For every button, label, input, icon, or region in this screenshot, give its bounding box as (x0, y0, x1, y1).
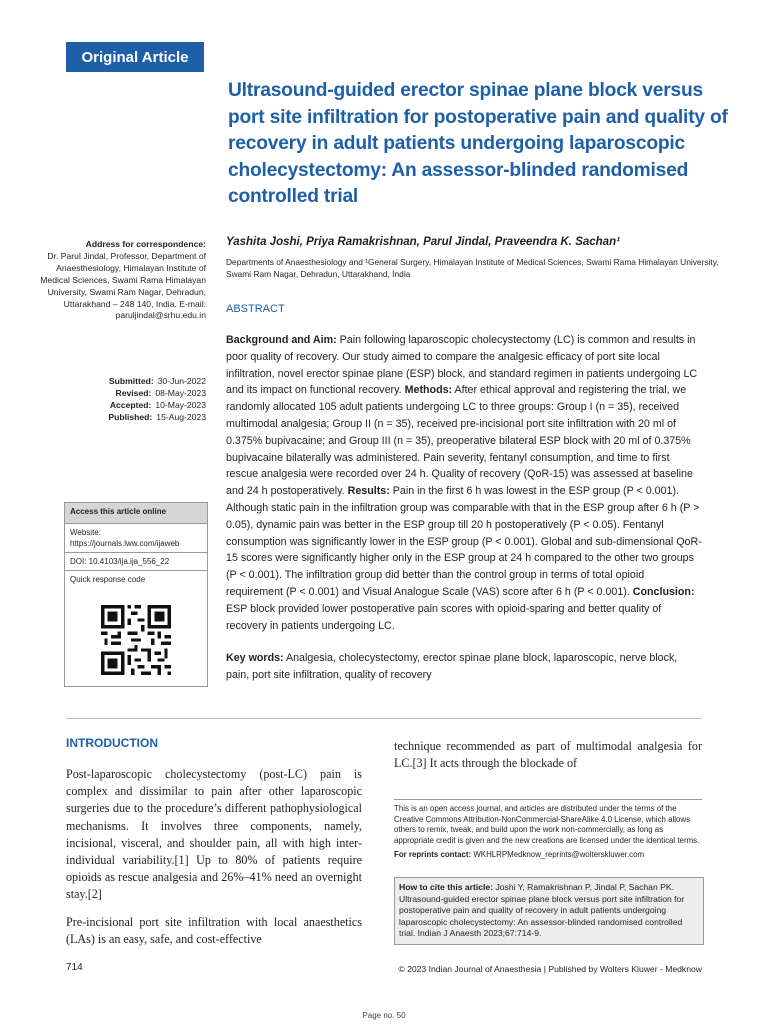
article-title: Ultrasound-guided erector spinae plane block versus port site infiltration for postoperative pain and quality of recovery in adult patients undergoing laparoscopic cholecystectomy: An assessor-blinded randomised controlled trial (228, 80, 728, 207)
qr-label: Quick response code (70, 575, 146, 584)
author-list: Yashita Joshi, Priya Ramakrishnan, Parul Jindal, Praveendra K. Sachan¹ (226, 236, 620, 248)
methods-label: Methods: (404, 384, 453, 397)
reprints-label: For reprints contact: (394, 850, 472, 859)
doi-link[interactable]: DOI: 10.4103/ija.ija_556_22 (65, 553, 207, 571)
date-value: 15-Aug-2023 (156, 411, 206, 422)
date-row (40, 388, 206, 400)
journal-footer: © 2023 Indian Journal of Anaesthesia | Published by Wolters Kluwer - Medknow (398, 964, 702, 974)
cite-label: How to cite this article: (399, 882, 494, 892)
introduction-heading: INTRODUCTION (66, 736, 158, 750)
correspondence-text: Dr. Parul Jindal, Professor, Department of Anaesthesiology, Himalayan Institute of Medical Sciences, Swami Rama Himalayan University, Swami Ram Nagar, Dehradun, Uttarakhand – 248 140, India. E-mail: paruljindal@srhu.edu.in (40, 250, 206, 321)
date-row (40, 400, 206, 412)
website-link[interactable]: Website: https://journals.lww.com/ijaweb (65, 524, 207, 553)
date-key: Accepted: (109, 399, 152, 410)
date-value: 08-May-2023 (155, 387, 206, 398)
license-note: This is an open access journal, and articles are distributed under the terms of the Creative Commons Attribution-NonCommercial-ShareAlike 4.0 License, which allows others to remix, tweak, and build upon the work non-commercially, as long as appropriate credit is given and the new creations are licensed under the identical terms. (394, 799, 702, 846)
date-row (40, 412, 206, 424)
how-to-cite-box (394, 877, 704, 945)
intro-paragraph-continued: technique recommended as part of multimodal analgesia for LC.[3] It acts through the blockade of (394, 739, 702, 771)
date-value: 30-Jun-2022 (157, 376, 206, 386)
section-divider (66, 718, 702, 719)
page-no-label: Page no. 50 (362, 1011, 406, 1020)
dates-block (40, 376, 206, 424)
date-key: Published: (108, 411, 153, 422)
access-header: Access this article online (65, 503, 207, 524)
date-key: Submitted: (108, 376, 154, 386)
keywords (226, 650, 702, 684)
abstract-text (226, 332, 702, 634)
date-row (40, 376, 206, 388)
keywords-label: Key words: (226, 652, 284, 664)
affiliation: Departments of Anaesthesiology and ¹General Surgery, Himalayan Institute of Medical Sciences, Swami Rama Himalayan University, Swami Ram Nagar, Dehradun, Uttarakhand, India (226, 257, 719, 279)
page-number: 714 (66, 962, 83, 973)
keywords-text: Analgesia, cholecystectomy, erector spinae plane block, laparoscopic, nerve block, pain, port site infiltration, quality of recovery (226, 652, 678, 681)
reprints-contact (394, 850, 702, 859)
cite-text: Joshi Y, Ramakrishnan P, Jindal P, Sachan PK. Ultrasound-guided erector spinae plane block versus port site infiltration for postoperative pain and quality of recovery in adult patients undergoing laparoscopic cholecystectomy: An assessor-blinded randomised controlled trial. Indian J Anaesth 2023;67:714-9. (399, 882, 685, 938)
bg-text: Pain following laparoscopic cholecystectomy (LC) is common and results in poor quality of recovery. Our study aimed to compare the analgesic efficacy of port site local infiltration, novel erector spinae plane (ESP) block, and standard regimen in patients undergoing LC and its impact on functional recovery. (226, 334, 698, 397)
qr-code-icon (101, 605, 171, 675)
date-value: 10-May-2023 (155, 399, 206, 410)
results-text: Pain in the first 6 h was lowest in the ESP group (P < 0.001). Although static pain in the infiltration group was comparable with that in the ESP group after 6 h (P > 0.05), dynamic pain was better in the ESP group till 20 h postoperatively (P < 0.05). Fentanyl consumption was significantly lower in the ESP group (P < 0.001). Global and sub-dimensional QoR-15 scores were significantly higher only in the ESP group at 24 h compared to the other two groups (P < 0.001). The infiltration group did better than the control group in terms of total opioid requirement (P < 0.001) and Visual Analogue Scale (VAS) score after 6 h (P < 0.001). (226, 485, 702, 598)
access-online-box (64, 502, 208, 687)
correspondence-block (40, 239, 206, 322)
reprints-email[interactable]: WKHLRPMedknow_reprints@wolterskluwer.com (471, 850, 645, 859)
abstract-heading: ABSTRACT (226, 303, 285, 315)
results-label: Results: (347, 485, 390, 498)
date-key: Revised: (115, 387, 152, 398)
intro-paragraph-1: Post-laparoscopic cholecystectomy (post-LC) pain is complex and dissimilar to pain after other laparoscopic surgeries due to the procedure’s different pathophysiological mechanisms. It involves three components, namely, incisional, visceral, and shoulder pain, all with high inter-individual variability.[1] Up to 80% of patients require opioids as rescue analgesia and 26%–41% need an overnight stay.[2] (66, 767, 362, 902)
correspondence-label: Address for correspondence: (85, 239, 206, 249)
conclusion-text: ESP block provided lower postoperative pain scores with opioid-sparing and better quality of recovery in patients undergoing LC. (226, 602, 662, 632)
bg-label: Background and Aim: (226, 334, 337, 346)
intro-paragraph-2: Pre-incisional port site infiltration with local anaesthetics (LAs) is an easy, safe, and cost-effective (66, 915, 362, 947)
article-type-badge: Original Article (66, 42, 204, 72)
methods-text: After ethical approval and registering the trial, we randomly allocated 105 adult patients undergoing LC to three groups: Group I (n = 35), received multimodal analgesia; Group II (n = 35), received pre-incisional port site infiltration with 20 ml of 0.375% bupivacaine; and Group III (n = 35), preoperative bilateral ESP block with 20 ml of 0.375% bupivacaine bilaterally was administered. Pain severity, fentanyl consumption, and time to first rescue analgesia were recorded over 24 h. Quality of recovery (QoR-15) was assessed at baseline and 24 h postoperatively. (226, 384, 693, 498)
conclusion-label: Conclusion: (632, 585, 695, 598)
